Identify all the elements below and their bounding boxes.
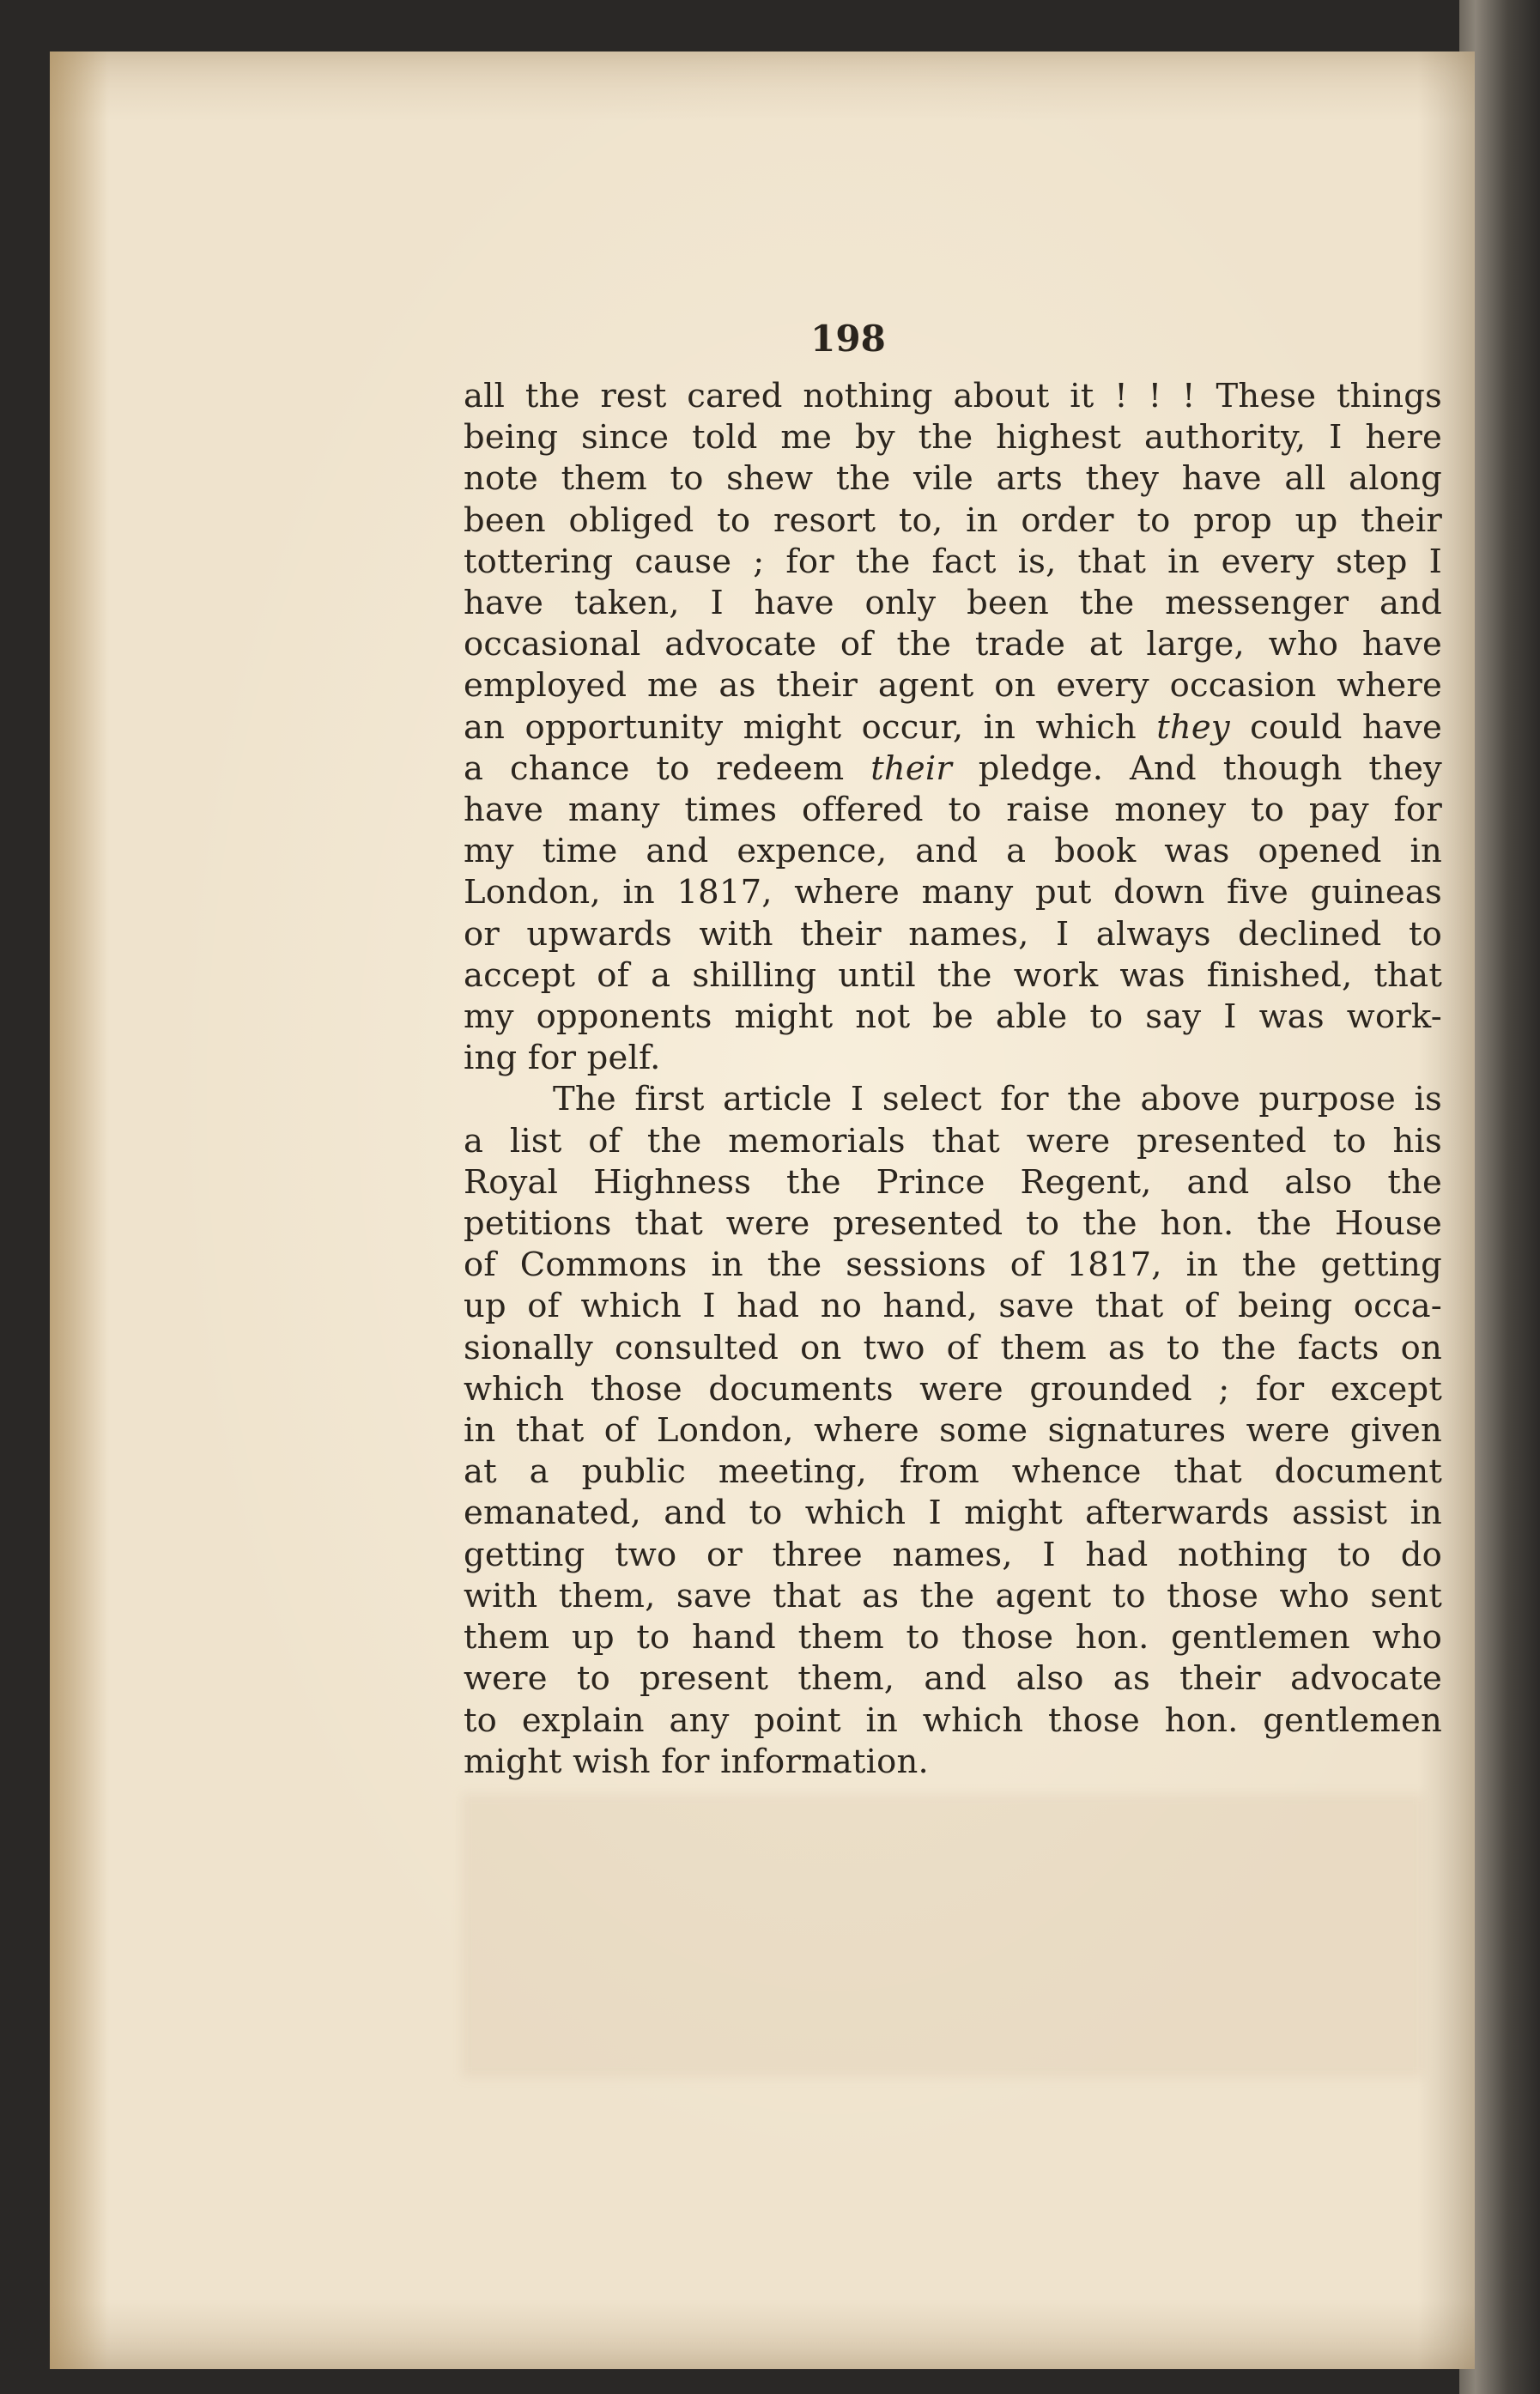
text-line-part: an opportunity might occur, in which bbox=[464, 707, 1157, 747]
text-line: all the rest cared nothing about it ! ! ! These things bbox=[464, 377, 1442, 415]
text-line: my opponents might not be able to say I was work- bbox=[464, 997, 1442, 1037]
paragraph-2 bbox=[464, 1079, 1442, 1782]
text-line: London, in 1817, where many put down five guineas bbox=[464, 873, 1442, 912]
text-line: up of which I had no hand, save that of being occa- bbox=[464, 1287, 1442, 1326]
text-line: have many times offered to raise money to pay for bbox=[464, 791, 1442, 830]
text-line: accept of a shilling until the work was finished, that bbox=[464, 955, 1442, 995]
page-gutter-shadow bbox=[50, 52, 110, 2369]
text-line: which those documents were grounded ; for except bbox=[464, 1369, 1442, 1409]
text-line: with them, save that as the agent to those who sent bbox=[464, 1576, 1442, 1615]
text-line: getting two or three names, I had nothing to do bbox=[464, 1535, 1442, 1574]
body-text bbox=[464, 376, 1442, 1783]
text-line: tottering cause ; for the fact is, that in every step I bbox=[464, 542, 1442, 581]
text-line: might wish for information. bbox=[464, 1742, 929, 1781]
text-line: ing for pelf. bbox=[464, 1039, 661, 1078]
text-line: in that of London, where some signatures were given bbox=[464, 1411, 1442, 1451]
text-line: or upwards with their names, I always declined to bbox=[464, 914, 1442, 954]
show-through-bleed bbox=[462, 1794, 1423, 2077]
text-line bbox=[464, 707, 1442, 749]
text-line: a list of the memorials that were presented to his bbox=[464, 1121, 1442, 1161]
text-line: of Commons in the sessions of 1817, in the getting bbox=[464, 1245, 1442, 1285]
text-line: employed me as their agent on every occasion where bbox=[464, 666, 1442, 706]
text-line: sionally consulted on two of them as to the facts on bbox=[464, 1328, 1442, 1367]
text-line bbox=[464, 749, 1442, 790]
text-line: occasional advocate of the trade at large, who have bbox=[464, 625, 1442, 664]
text-line: petitions that were presented to the hon. the House bbox=[464, 1204, 1442, 1244]
text-line: to explain any point in which those hon. gentlemen bbox=[464, 1700, 1442, 1740]
text-line: note them to shew the vile arts they have all along bbox=[464, 459, 1442, 499]
book-page bbox=[50, 52, 1475, 2369]
text-line: been obliged to resort to, in order to prop up their bbox=[464, 500, 1442, 540]
italic-word: they bbox=[1156, 707, 1230, 747]
text-line: being since told me by the highest authority, I here bbox=[464, 418, 1442, 458]
text-line: at a public meeting, from whence that document bbox=[464, 1452, 1442, 1492]
text-line: were to present them, and also as their advocate bbox=[464, 1659, 1442, 1699]
text-line-part: pledge. And though they bbox=[951, 749, 1442, 788]
text-line-part: a chance to redeem bbox=[464, 749, 871, 788]
text-line: my time and expence, and a book was opened in bbox=[464, 832, 1442, 871]
text-line: them up to hand them to those hon. gentlemen who bbox=[464, 1618, 1442, 1658]
page-number: 198 bbox=[810, 318, 886, 360]
text-line: emanated, and to which I might afterwards assist in bbox=[464, 1494, 1442, 1533]
italic-word: their bbox=[870, 749, 952, 788]
text-line-part: could have bbox=[1229, 707, 1442, 747]
text-line: have taken, I have only been the messenger and bbox=[464, 584, 1442, 623]
text-line: Royal Highness the Prince Regent, and also the bbox=[464, 1162, 1442, 1202]
paragraph-1 bbox=[464, 376, 1442, 1079]
text-line: The first article I select for the above purpose is bbox=[553, 1080, 1442, 1119]
